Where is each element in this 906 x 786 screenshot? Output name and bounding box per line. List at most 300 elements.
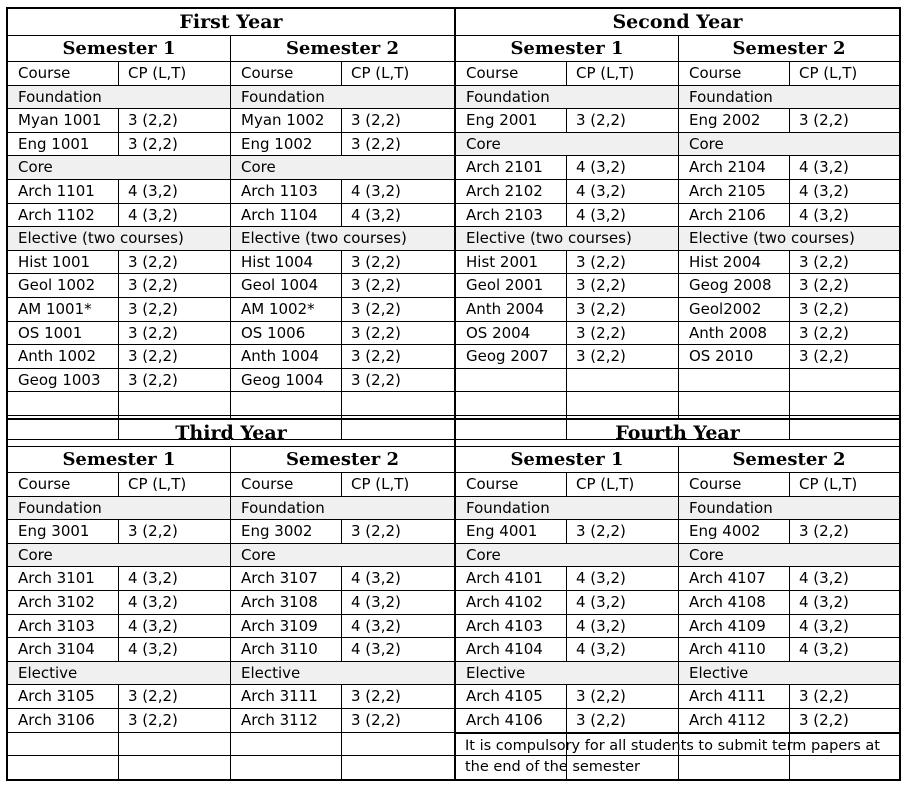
cp-cell: 3 (2,2) xyxy=(128,347,178,366)
section-row-core xyxy=(231,156,454,180)
empty-row xyxy=(679,392,899,416)
course-cell: Arch 3102 xyxy=(8,591,119,614)
year-block-first xyxy=(8,9,454,418)
cp-cell: 4 (3,2) xyxy=(576,181,626,200)
section-label: Elective (two courses) xyxy=(689,229,855,248)
cp-cell: 4 (3,2) xyxy=(799,205,849,224)
section-row-foundation xyxy=(456,497,678,521)
semester-column xyxy=(8,36,231,418)
course-row xyxy=(679,567,899,591)
course-row xyxy=(231,369,454,393)
column-header-row xyxy=(456,473,678,497)
cp-cell: 3 (2,2) xyxy=(576,687,626,706)
cp-cell: 3 (2,2) xyxy=(351,710,401,729)
cp-cell: 3 (2,2) xyxy=(576,252,626,271)
course-cell: Course xyxy=(456,62,567,85)
cp-cell: 3 (2,2) xyxy=(128,687,178,706)
course-row xyxy=(679,298,899,322)
course-cell xyxy=(231,392,342,415)
cp-cell: 4 (3,2) xyxy=(576,205,626,224)
cp-cell: 3 (2,2) xyxy=(576,710,626,729)
cp-cell: 3 (2,2) xyxy=(128,323,178,342)
section-row-foundation xyxy=(679,497,899,521)
course-cell: Arch 3111 xyxy=(231,685,342,708)
course-cell: Course xyxy=(8,62,119,85)
cp-cell: 3 (2,2) xyxy=(128,710,178,729)
cp-cell: 4 (3,2) xyxy=(128,640,178,659)
course-cell: Arch 4105 xyxy=(456,685,567,708)
cp-cell: 3 (2,2) xyxy=(576,323,626,342)
course-row xyxy=(231,709,454,733)
course-cell: Arch 3105 xyxy=(8,685,119,708)
semester-title: Semester 1 xyxy=(456,36,678,62)
section-label: Core xyxy=(18,545,53,564)
section-label: Core xyxy=(18,158,53,177)
course-row xyxy=(231,345,454,369)
empty-footer-cell xyxy=(8,732,454,779)
year-block-third xyxy=(8,420,454,779)
course-cell: Arch 4108 xyxy=(679,591,790,614)
course-row xyxy=(231,274,454,298)
cp-cell: 4 (3,2) xyxy=(128,181,178,200)
course-cell: Arch 4106 xyxy=(456,709,567,732)
section-label: Foundation xyxy=(18,87,102,106)
section-row-elective xyxy=(679,662,899,686)
course-cell: OS 2010 xyxy=(679,345,790,368)
course-cell: Arch 2101 xyxy=(456,156,567,179)
course-cell: Geog 2007 xyxy=(456,345,567,368)
section-label: Core xyxy=(241,158,276,177)
section-label: Core xyxy=(241,545,276,564)
empty-row xyxy=(679,369,899,393)
course-cell: Myan 1001 xyxy=(8,109,119,132)
course-row xyxy=(679,180,899,204)
course-cell: Course xyxy=(8,473,119,496)
course-row xyxy=(456,709,678,733)
course-cell: Hist 2001 xyxy=(456,251,567,274)
course-row xyxy=(231,109,454,133)
semester-column xyxy=(231,447,454,779)
course-row xyxy=(231,615,454,639)
course-cell: Arch 1104 xyxy=(231,204,342,227)
semester-title: Semester 2 xyxy=(679,447,899,473)
cp-cell: 4 (3,2) xyxy=(576,616,626,635)
cp-cell: CP (L,T) xyxy=(799,475,858,493)
course-cell xyxy=(456,369,567,392)
cp-cell: 4 (3,2) xyxy=(799,158,849,177)
section-label: Elective xyxy=(466,663,526,682)
course-row xyxy=(231,322,454,346)
year-title: First Year xyxy=(8,9,454,36)
section-row-foundation xyxy=(231,497,454,521)
course-row xyxy=(231,298,454,322)
cp-cell: 4 (3,2) xyxy=(351,569,401,588)
cp-cell: 3 (2,2) xyxy=(128,276,178,295)
semester-column xyxy=(8,447,231,779)
semester-title: Semester 1 xyxy=(8,447,230,473)
course-cell: Anth 2004 xyxy=(456,298,567,321)
course-cell: Geog 1004 xyxy=(231,369,342,392)
course-row xyxy=(456,615,678,639)
course-cell: Arch 3107 xyxy=(231,567,342,590)
course-cell: Arch 2105 xyxy=(679,180,790,203)
section-label: Elective (two courses) xyxy=(18,229,184,248)
course-row xyxy=(231,133,454,157)
course-cell: Arch 4103 xyxy=(456,615,567,638)
section-label: Core xyxy=(466,134,501,153)
cp-cell: 4 (3,2) xyxy=(576,569,626,588)
course-row xyxy=(8,322,230,346)
course-cell: Arch 2103 xyxy=(456,204,567,227)
course-row xyxy=(679,345,899,369)
course-cell: Arch 3108 xyxy=(231,591,342,614)
cp-cell: 3 (2,2) xyxy=(351,134,401,153)
section-row-elective xyxy=(231,662,454,686)
year-title: Fourth Year xyxy=(456,420,899,447)
cp-cell: 3 (2,2) xyxy=(799,522,849,541)
course-cell: Anth 2008 xyxy=(679,322,790,345)
course-cell: Arch 3106 xyxy=(8,709,119,732)
course-cell: Arch 4104 xyxy=(456,638,567,661)
column-header-row xyxy=(456,62,678,86)
section-label: Elective (two courses) xyxy=(241,229,407,248)
section-label: Elective xyxy=(18,663,78,682)
course-cell: OS 1001 xyxy=(8,322,119,345)
cp-cell: 3 (2,2) xyxy=(351,687,401,706)
course-cell: Arch 3109 xyxy=(231,615,342,638)
cp-cell: 4 (3,2) xyxy=(576,592,626,611)
cp-cell: 4 (3,2) xyxy=(351,181,401,200)
year-title: Third Year xyxy=(8,420,454,447)
cp-cell: 3 (2,2) xyxy=(128,522,178,541)
course-cell: Arch 3104 xyxy=(8,638,119,661)
course-row xyxy=(679,251,899,275)
course-cell: Arch 1102 xyxy=(8,204,119,227)
section-row-core xyxy=(679,544,899,568)
course-row xyxy=(456,251,678,275)
cp-cell: 3 (2,2) xyxy=(351,370,401,389)
section-label: Foundation xyxy=(689,498,773,517)
course-cell xyxy=(679,392,790,415)
section-row-core xyxy=(456,133,678,157)
course-row xyxy=(8,109,230,133)
course-row xyxy=(8,369,230,393)
course-row xyxy=(8,251,230,275)
course-row xyxy=(8,204,230,228)
course-cell: Geol2002 xyxy=(679,298,790,321)
section-row-elective xyxy=(456,227,678,251)
course-cell: AM 1001* xyxy=(8,298,119,321)
cp-cell xyxy=(567,369,678,392)
section-label: Foundation xyxy=(689,87,773,106)
course-row xyxy=(679,204,899,228)
course-cell: Arch 3101 xyxy=(8,567,119,590)
semester-title: Semester 1 xyxy=(8,36,230,62)
section-row-core xyxy=(679,133,899,157)
course-cell: Geol 2001 xyxy=(456,274,567,297)
cp-cell: 3 (2,2) xyxy=(351,522,401,541)
section-label: Elective (two courses) xyxy=(466,229,632,248)
cp-cell: CP (L,T) xyxy=(128,475,187,493)
semester-title: Semester 2 xyxy=(679,36,899,62)
course-row xyxy=(679,109,899,133)
cp-cell: CP (L,T) xyxy=(351,64,410,82)
course-cell: Myan 1002 xyxy=(231,109,342,132)
course-cell: Arch 4107 xyxy=(679,567,790,590)
cp-cell: CP (L,T) xyxy=(351,475,410,493)
semester-title: Semester 2 xyxy=(231,36,454,62)
section-row-foundation xyxy=(231,86,454,110)
course-cell: Eng 1002 xyxy=(231,133,342,156)
semester-title: Semester 1 xyxy=(456,447,678,473)
cp-cell: 3 (2,2) xyxy=(799,299,849,318)
cp-cell: 4 (3,2) xyxy=(128,205,178,224)
semester-column xyxy=(456,36,679,418)
course-cell: Arch 1101 xyxy=(8,180,119,203)
course-cell: Eng 3002 xyxy=(231,520,342,543)
empty-row xyxy=(456,369,678,393)
course-cell: Eng 2002 xyxy=(679,109,790,132)
course-row xyxy=(456,520,678,544)
course-row xyxy=(456,322,678,346)
course-row xyxy=(679,591,899,615)
cp-cell: 4 (3,2) xyxy=(799,181,849,200)
cp-cell: 3 (2,2) xyxy=(576,347,626,366)
empty-row xyxy=(456,392,678,416)
course-cell: Arch 2104 xyxy=(679,156,790,179)
course-row xyxy=(679,322,899,346)
course-row xyxy=(231,685,454,709)
semester-column xyxy=(679,36,899,418)
cp-cell: 3 (2,2) xyxy=(576,299,626,318)
cp-cell: CP (L,T) xyxy=(576,475,635,493)
course-row xyxy=(456,204,678,228)
section-row-foundation xyxy=(456,86,678,110)
course-row xyxy=(8,615,230,639)
course-row xyxy=(456,180,678,204)
cp-cell: 4 (3,2) xyxy=(351,592,401,611)
course-row xyxy=(8,638,230,662)
course-row xyxy=(679,685,899,709)
section-label: Core xyxy=(689,545,724,564)
course-row xyxy=(8,685,230,709)
year-title: Second Year xyxy=(456,9,899,36)
cp-cell: 3 (2,2) xyxy=(351,323,401,342)
cp-cell: 3 (2,2) xyxy=(128,370,178,389)
section-row-core xyxy=(231,544,454,568)
course-cell: Arch 1103 xyxy=(231,180,342,203)
empty-row xyxy=(231,392,454,416)
cp-cell: 4 (3,2) xyxy=(799,640,849,659)
course-row xyxy=(456,567,678,591)
cp-cell: 3 (2,2) xyxy=(128,134,178,153)
course-cell: Eng 4002 xyxy=(679,520,790,543)
course-row xyxy=(456,591,678,615)
course-row xyxy=(8,567,230,591)
section-label: Foundation xyxy=(18,498,102,517)
course-cell: Geol 1002 xyxy=(8,274,119,297)
cp-cell: 3 (2,2) xyxy=(351,276,401,295)
course-cell: Eng 2001 xyxy=(456,109,567,132)
course-cell: OS 1006 xyxy=(231,322,342,345)
cp-cell: 3 (2,2) xyxy=(799,111,849,130)
course-cell: Hist 1001 xyxy=(8,251,119,274)
cp-cell: 3 (2,2) xyxy=(576,276,626,295)
section-label: Foundation xyxy=(466,498,550,517)
course-cell: Hist 1004 xyxy=(231,251,342,274)
course-cell: Geol 1004 xyxy=(231,274,342,297)
course-cell: Arch 4110 xyxy=(679,638,790,661)
curriculum-table xyxy=(6,7,901,781)
cp-cell xyxy=(119,392,230,415)
course-cell xyxy=(679,369,790,392)
vertical-divider xyxy=(454,9,456,779)
section-row-core xyxy=(456,544,678,568)
course-cell: OS 2004 xyxy=(456,322,567,345)
cp-cell: CP (L,T) xyxy=(576,64,635,82)
column-header-row xyxy=(679,473,899,497)
course-row xyxy=(8,345,230,369)
section-row-foundation xyxy=(8,86,230,110)
course-row xyxy=(456,685,678,709)
course-cell xyxy=(456,392,567,415)
course-cell: Arch 2102 xyxy=(456,180,567,203)
semester-column xyxy=(679,447,899,779)
course-row xyxy=(8,709,230,733)
course-cell: Arch 4111 xyxy=(679,685,790,708)
course-row xyxy=(679,520,899,544)
cp-cell: 3 (2,2) xyxy=(576,111,626,130)
course-cell: Arch 4101 xyxy=(456,567,567,590)
course-row xyxy=(679,274,899,298)
section-row-foundation xyxy=(679,86,899,110)
course-cell: Anth 1002 xyxy=(8,345,119,368)
course-cell: Eng 1001 xyxy=(8,133,119,156)
course-cell: Arch 4102 xyxy=(456,591,567,614)
cp-cell: 3 (2,2) xyxy=(128,252,178,271)
course-cell xyxy=(8,392,119,415)
cp-cell xyxy=(567,392,678,415)
cp-cell: 3 (2,2) xyxy=(799,347,849,366)
horizontal-divider xyxy=(8,418,899,420)
cp-cell: 4 (3,2) xyxy=(128,616,178,635)
cp-cell xyxy=(790,392,899,415)
course-row xyxy=(8,180,230,204)
course-cell: Arch 3103 xyxy=(8,615,119,638)
column-header-row xyxy=(8,62,230,86)
cp-cell xyxy=(342,392,454,415)
cp-cell: 3 (2,2) xyxy=(799,687,849,706)
course-row xyxy=(456,345,678,369)
cp-cell: 3 (2,2) xyxy=(351,299,401,318)
cp-cell: 4 (3,2) xyxy=(799,569,849,588)
course-cell: Course xyxy=(231,62,342,85)
semester-column xyxy=(231,36,454,418)
course-row xyxy=(231,204,454,228)
column-header-row xyxy=(231,62,454,86)
section-label: Core xyxy=(466,545,501,564)
course-cell: Geog 1003 xyxy=(8,369,119,392)
column-header-row xyxy=(231,473,454,497)
section-row-elective xyxy=(456,662,678,686)
course-row xyxy=(231,520,454,544)
course-cell: AM 1002* xyxy=(231,298,342,321)
course-row xyxy=(8,298,230,322)
course-cell: Anth 1004 xyxy=(231,345,342,368)
empty-row xyxy=(8,392,230,416)
cp-cell: 3 (2,2) xyxy=(128,299,178,318)
course-row xyxy=(679,156,899,180)
cp-cell: 3 (2,2) xyxy=(799,323,849,342)
course-row xyxy=(231,251,454,275)
course-cell: Course xyxy=(231,473,342,496)
course-row xyxy=(231,638,454,662)
cp-cell: 3 (2,2) xyxy=(576,522,626,541)
course-cell: Hist 2004 xyxy=(679,251,790,274)
section-label: Foundation xyxy=(241,498,325,517)
course-cell: Arch 4109 xyxy=(679,615,790,638)
course-row xyxy=(231,180,454,204)
section-row-core xyxy=(8,156,230,180)
course-row xyxy=(456,274,678,298)
cp-cell: 4 (3,2) xyxy=(128,592,178,611)
cp-cell: 4 (3,2) xyxy=(351,616,401,635)
section-row-elective xyxy=(8,227,230,251)
section-label: Elective xyxy=(689,663,749,682)
course-row xyxy=(8,520,230,544)
course-row xyxy=(679,709,899,733)
section-row-elective xyxy=(679,227,899,251)
course-cell: Eng 3001 xyxy=(8,520,119,543)
course-row xyxy=(8,591,230,615)
column-header-row xyxy=(8,473,230,497)
column-header-row xyxy=(679,62,899,86)
cp-cell: 3 (2,2) xyxy=(351,347,401,366)
course-cell: Course xyxy=(679,473,790,496)
cp-cell: 3 (2,2) xyxy=(128,111,178,130)
year-block-second xyxy=(456,9,899,418)
semester-column xyxy=(456,447,679,779)
course-cell: Course xyxy=(679,62,790,85)
section-label: Foundation xyxy=(466,87,550,106)
section-row-elective xyxy=(8,662,230,686)
cp-cell: 4 (3,2) xyxy=(576,158,626,177)
course-cell: Course xyxy=(456,473,567,496)
cp-cell: 3 (2,2) xyxy=(799,252,849,271)
course-row xyxy=(456,156,678,180)
section-label: Foundation xyxy=(241,87,325,106)
course-row xyxy=(456,109,678,133)
course-row xyxy=(679,615,899,639)
course-cell: Arch 3112 xyxy=(231,709,342,732)
course-row xyxy=(456,298,678,322)
cp-cell: 4 (3,2) xyxy=(351,640,401,659)
cp-cell: 3 (2,2) xyxy=(351,111,401,130)
section-row-foundation xyxy=(8,497,230,521)
cp-cell: 4 (3,2) xyxy=(576,640,626,659)
cp-cell: 4 (3,2) xyxy=(351,205,401,224)
course-cell: Arch 2106 xyxy=(679,204,790,227)
course-row xyxy=(8,274,230,298)
section-label: Core xyxy=(689,134,724,153)
cp-cell xyxy=(790,369,899,392)
section-row-elective xyxy=(231,227,454,251)
section-row-core xyxy=(8,544,230,568)
cp-cell: CP (L,T) xyxy=(128,64,187,82)
course-cell: Geog 2008 xyxy=(679,274,790,297)
cp-cell: 4 (3,2) xyxy=(799,592,849,611)
section-label: Elective xyxy=(241,663,301,682)
